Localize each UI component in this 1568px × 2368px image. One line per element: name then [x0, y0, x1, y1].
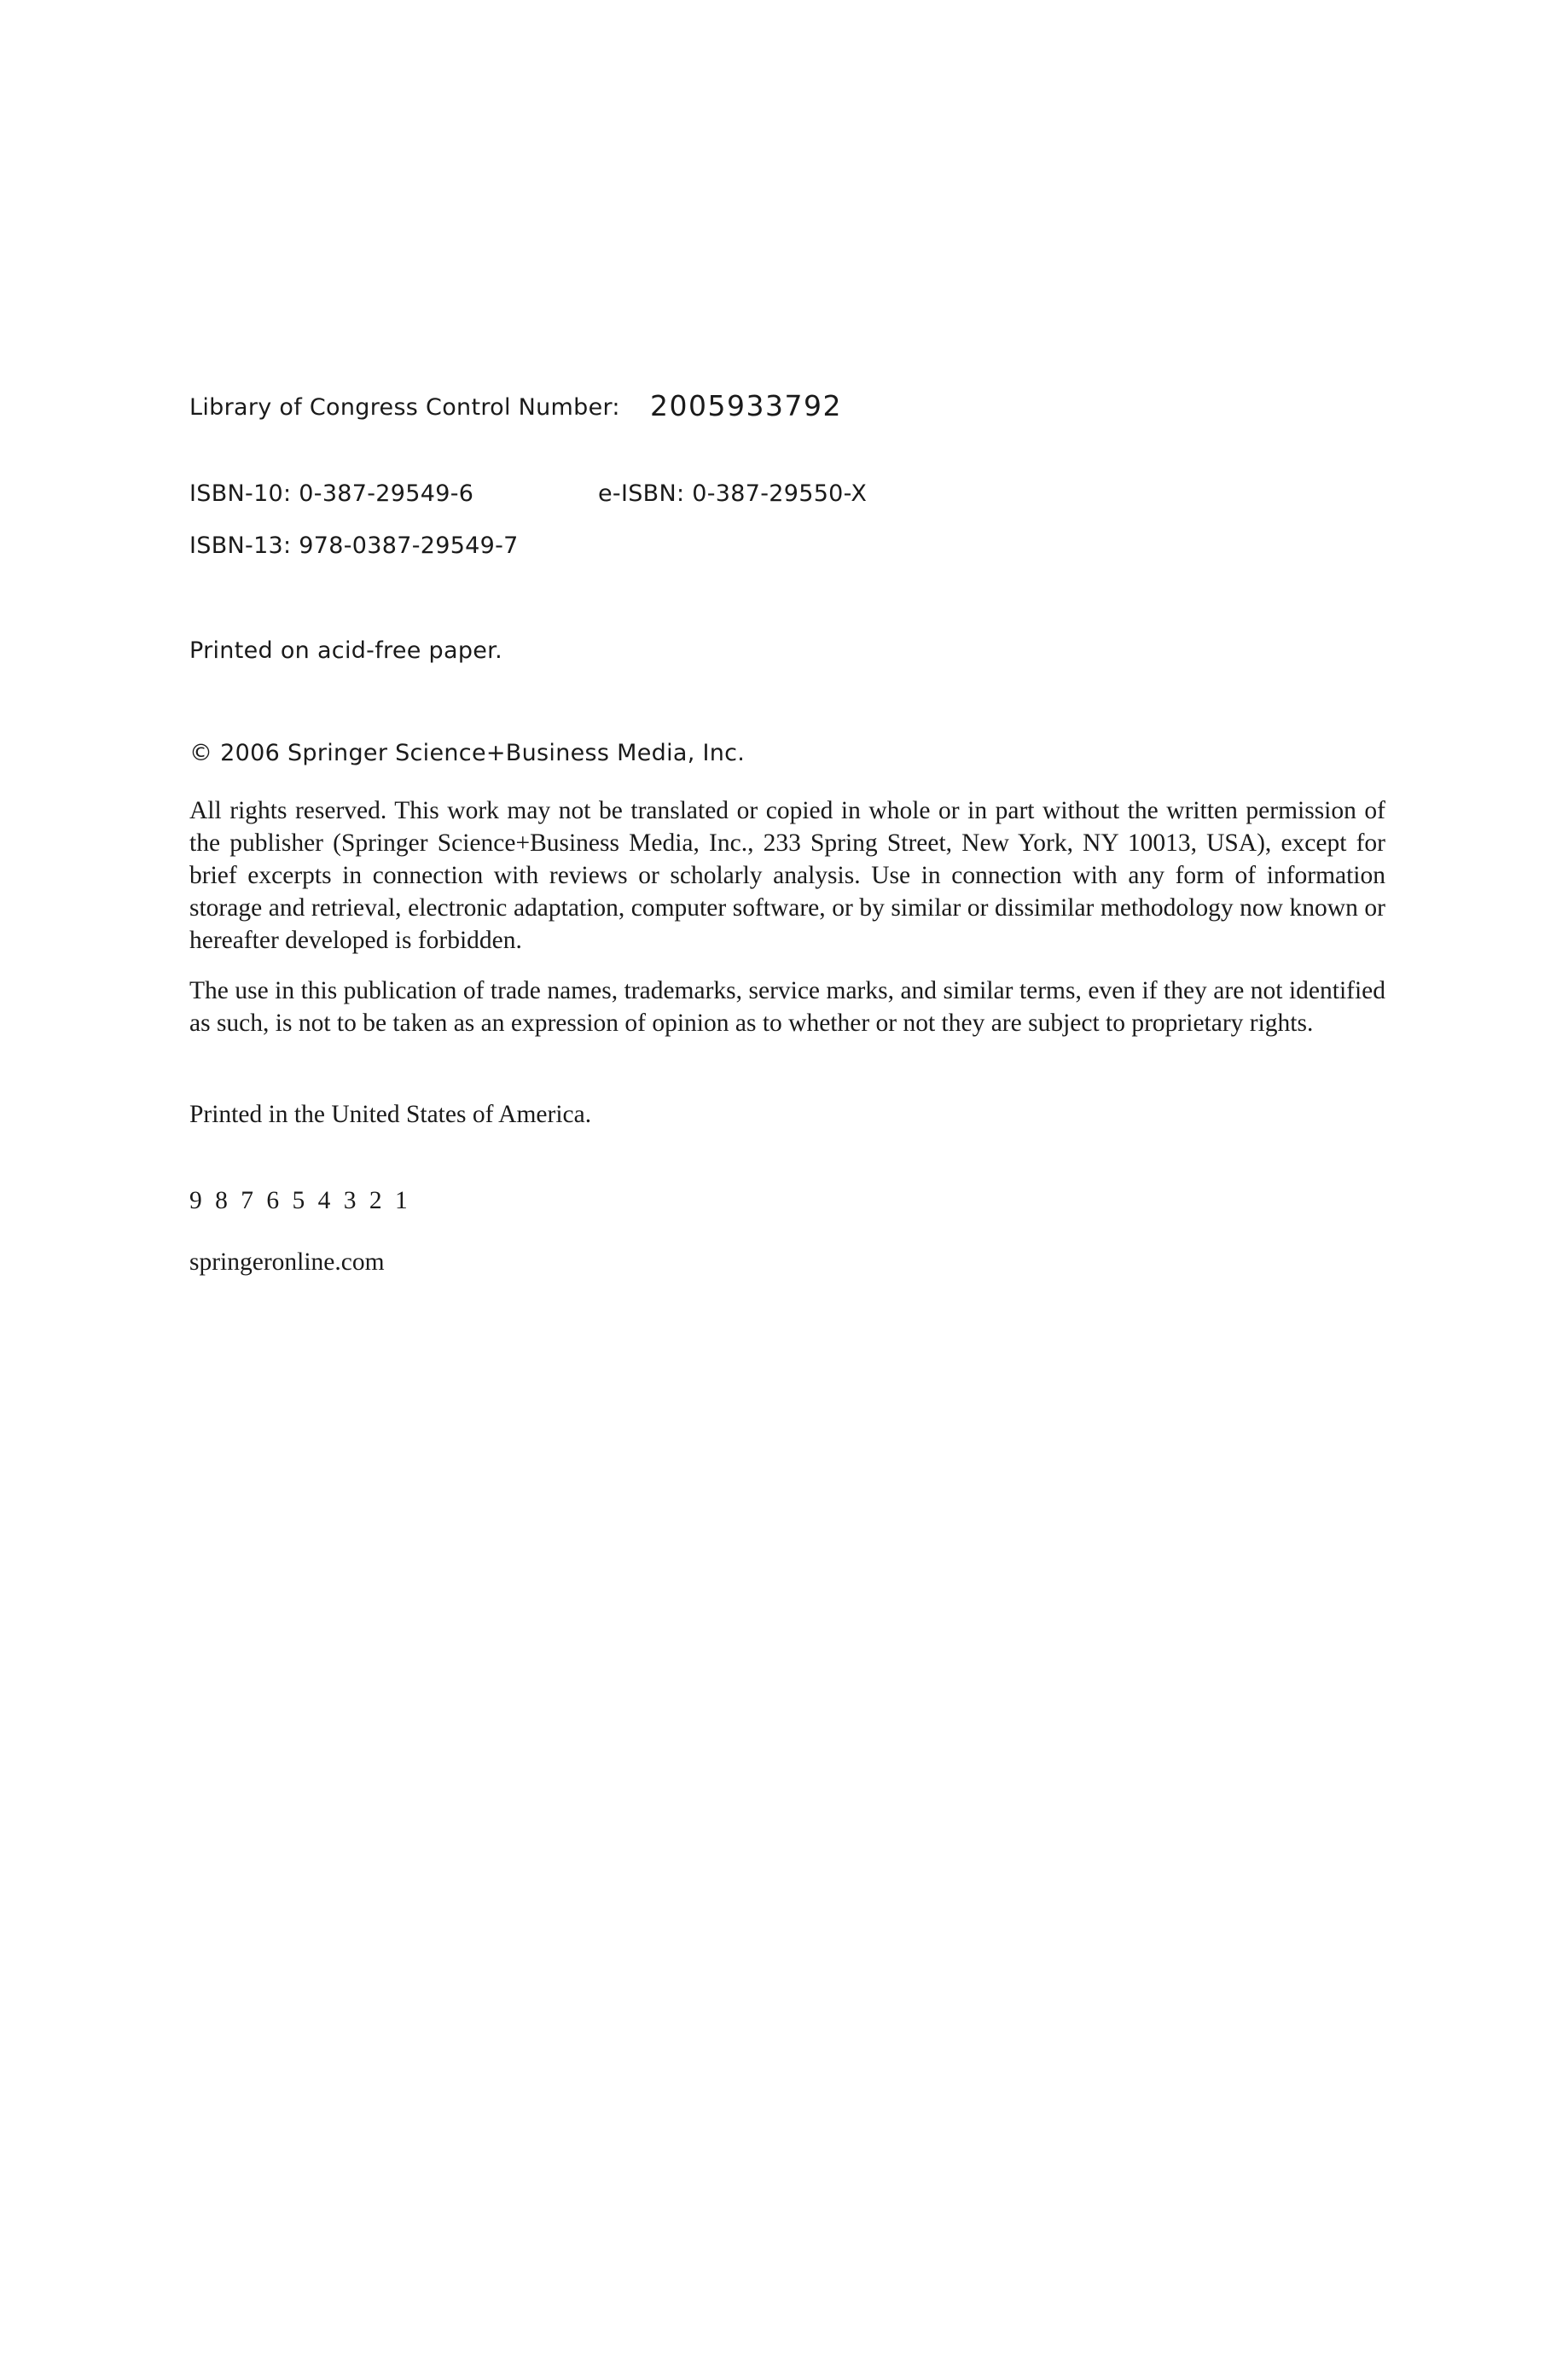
isbn-13: ISBN-13: 978-0387-29549-7: [189, 532, 519, 559]
publisher-website: springeronline.com: [189, 1248, 385, 1276]
paper-note: Printed on acid-free paper.: [189, 637, 502, 664]
printed-in-note: Printed in the United States of America.: [189, 1101, 592, 1128]
isbn-10: ISBN-10: 0-387-29549-6: [189, 480, 474, 507]
lccn-number: 2005933792: [650, 389, 842, 422]
printer-key-line: 9 8 7 6 5 4 3 2 1: [189, 1187, 411, 1214]
trademark-paragraph: The use in this publication of trade names, trademarks, service marks, and similar terms, even if they are not identified as such, is not to be taken as an expression of opinion as to whether or not they are subject to proprietary rights.: [189, 977, 1385, 1037]
e-isbn: e-ISBN: 0-387-29550-X: [598, 480, 868, 507]
rights-paragraph: All rights reserved. This work may not be translated or copied in whole or in part without the written permission of the publisher (Springer Science+Business Media, Inc., 233 Spring Street, New York, NY 10013, USA), except for brief excerpts in connection with reviews or scholarly analysis. Use in connection with any form of information storage and retrieval, electronic adaptation, computer software, or by similar or dissimilar methodology now known or hereafter developed is forbidden.: [189, 797, 1385, 954]
lccn-label: Library of Congress Control Number:: [189, 394, 620, 421]
copyright-notice: © 2006 Springer Science+Business Media, Inc.: [189, 740, 746, 766]
